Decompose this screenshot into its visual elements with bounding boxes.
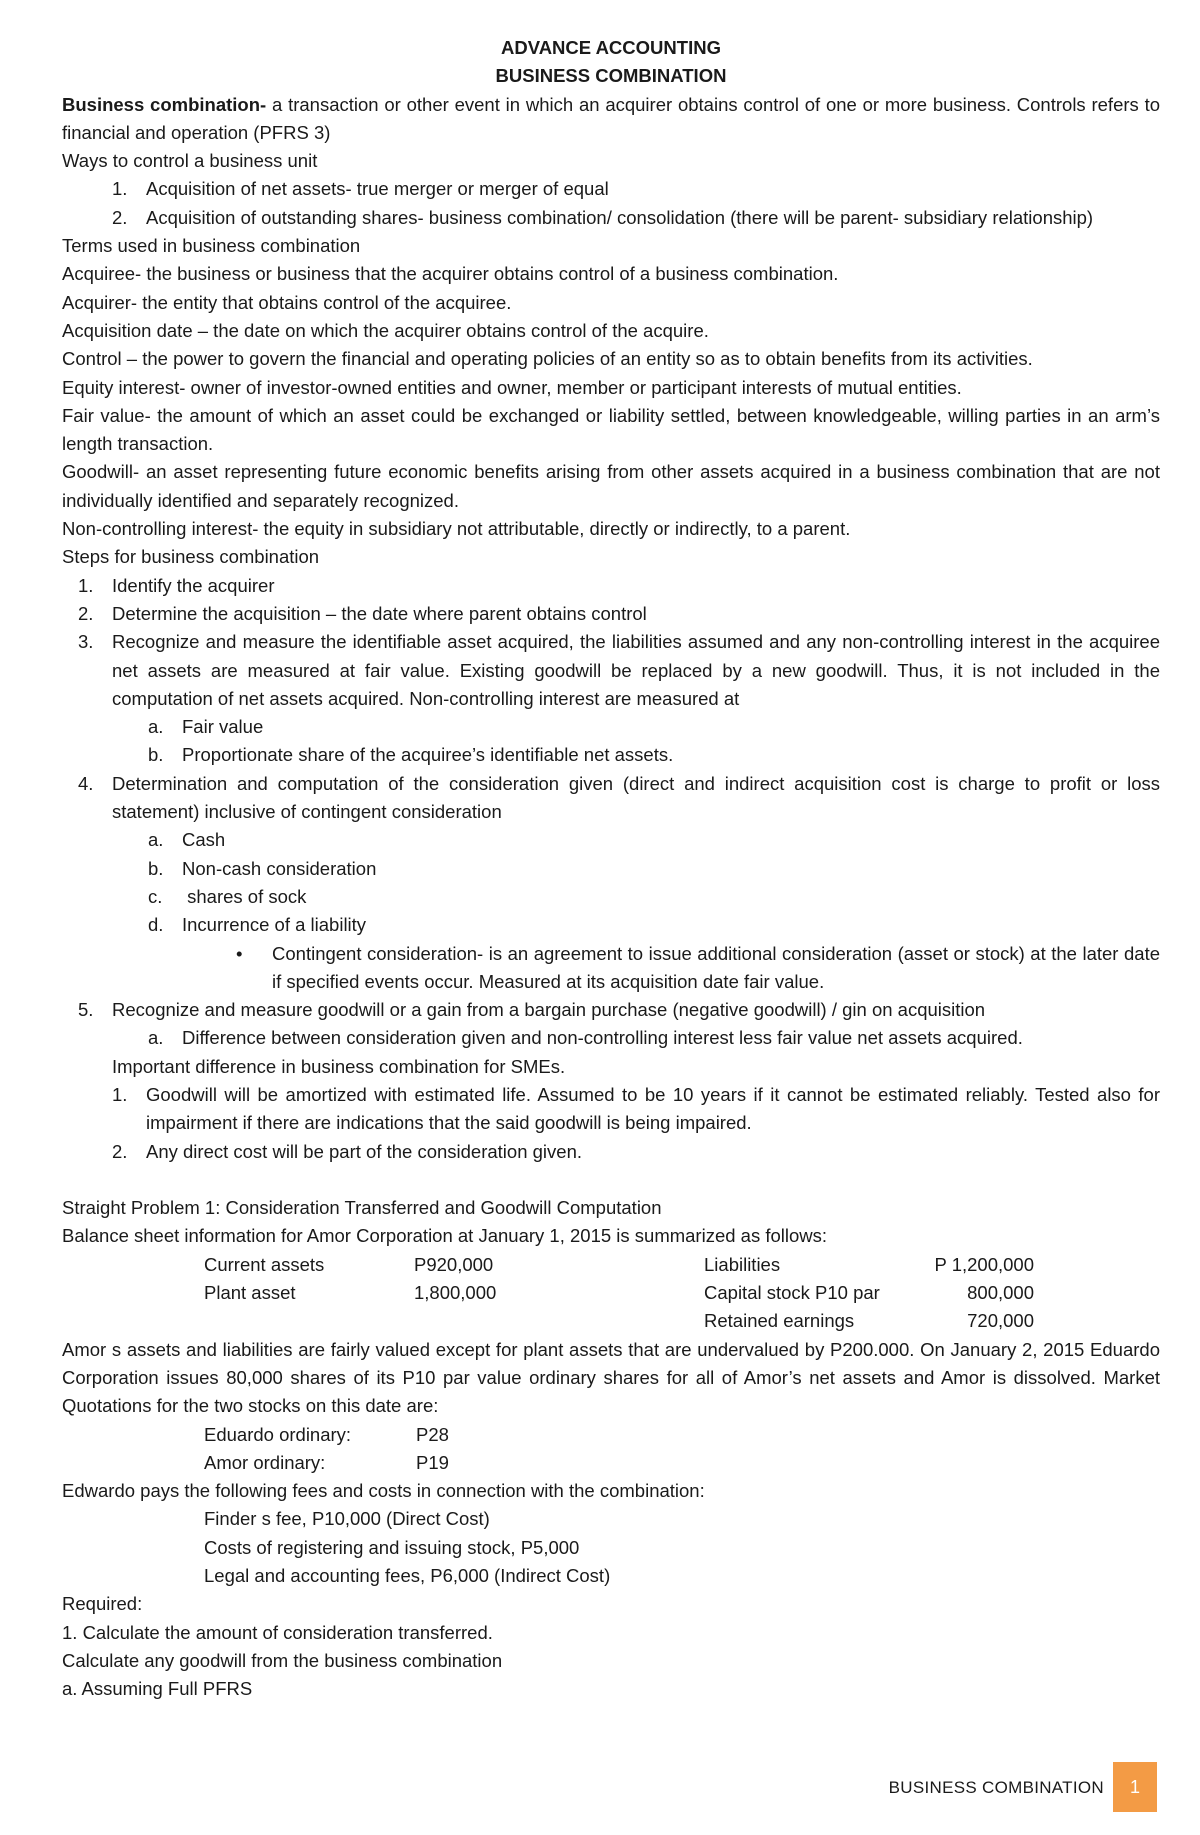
sub-list-text: Incurrence of a liability <box>182 914 367 936</box>
list-number: 2. <box>78 602 94 624</box>
page-number: 1 <box>1129 1776 1140 1797</box>
quote-label: Amor ordinary: <box>204 1451 326 1473</box>
sub-list-letter: a. <box>148 716 164 738</box>
liability-label: Capital stock P10 par <box>704 1282 880 1304</box>
liability-value: 800,000 <box>967 1282 1034 1304</box>
balance-sheet-intro: Balance sheet information for Amor Corporation at January 1, 2015 is summarized as follows: <box>62 1225 828 1247</box>
asset-value: 1,800,000 <box>414 1282 497 1304</box>
liability-label: Retained earnings <box>704 1310 855 1332</box>
ways-heading: Ways to control a business unit <box>62 150 318 172</box>
sub-list <box>112 1024 1160 1052</box>
sme-list <box>62 1081 1160 1166</box>
liability-value: 720,000 <box>967 1310 1034 1332</box>
intro-text: a transaction or other event in which an acquirer obtains control of one or more business. Controls refers to financial and operation (PFRS 3) <box>62 93 1160 143</box>
intro-paragraph <box>62 91 1160 148</box>
liability-value: P 1,200,000 <box>934 1253 1034 1275</box>
problem-heading: Straight Problem 1: Consideration Transferred and Goodwill Computation <box>62 1197 662 1219</box>
steps-heading: Steps for business combination <box>62 546 320 568</box>
document-page <box>62 34 1160 1704</box>
list-item <box>62 628 1160 769</box>
term-acquisition-date: Acquisition date – the date on which the acquirer obtains control of the acquire. <box>62 319 709 341</box>
sub-list-text: Cash <box>182 829 226 851</box>
list-text: Determination and computation of the consideration given (direct and indirect acquisition cost is charge to profit or loss statement) inclusive of contingent consideration <box>112 772 1160 823</box>
sub-list-text: shares of sock <box>182 885 307 907</box>
liability-label: Liabilities <box>704 1253 781 1275</box>
list-text: Acquisition of net assets- true merger or merger of equal <box>146 178 609 200</box>
list-item <box>62 600 1160 628</box>
list-number: 4. <box>78 772 94 794</box>
sub-list-text: Proportionate share of the acquiree’s identifiable net assets. <box>182 744 674 766</box>
list-item <box>62 770 1160 996</box>
required-item: a. Assuming Full PFRS <box>62 1678 253 1700</box>
asset-value: P920,000 <box>414 1253 494 1275</box>
required-heading: Required: <box>62 1593 143 1615</box>
asset-label <box>204 1307 414 1335</box>
list-text: Any direct cost will be part of the consideration given. <box>146 1140 583 1162</box>
page-footer <box>0 1762 1200 1814</box>
sub-list-item <box>112 741 1160 769</box>
term-control: Control – the power to govern the financial and operating policies of an entity so as to obtain benefits from its activities. <box>62 348 1033 370</box>
document-title: ADVANCE ACCOUNTING <box>501 37 721 58</box>
document-subtitle: BUSINESS COMBINATION <box>495 65 727 87</box>
balance-sheet-table <box>62 1251 1160 1336</box>
quote-label: Eduardo ordinary: <box>204 1423 352 1445</box>
sub-list <box>112 713 1160 770</box>
required-item: 1. Calculate the amount of consideration transferred. <box>62 1621 493 1643</box>
intro-term: Business combination- <box>62 93 267 115</box>
list-text: Recognize and measure goodwill or a gain from a bargain purchase (negative goodwill) / gin on acquisition <box>112 999 986 1021</box>
balance-sheet-row <box>62 1251 1160 1279</box>
list-item <box>62 1081 1160 1138</box>
steps-list <box>62 572 1160 1053</box>
terms-heading: Terms used in business combination <box>62 235 361 257</box>
market-quotations <box>62 1421 1160 1478</box>
asset-label: Current assets <box>204 1253 325 1275</box>
term-acquirer: Acquirer- the entity that obtains control of the acquiree. <box>62 291 512 313</box>
list-number: 1. <box>112 1083 128 1105</box>
list-item <box>62 204 1160 232</box>
asset-label: Plant asset <box>204 1282 296 1304</box>
term-non-controlling-interest: Non-controlling interest- the equity in subsidiary not attributable, directly or indirectly, to a parent. <box>62 518 851 540</box>
bullet-item <box>112 940 1160 997</box>
sub-list-letter: a. <box>148 829 164 851</box>
bullet-text: Contingent consideration- is an agreement to issue additional consideration (asset or stock) at the later date if specified events occur. Measured at its acquisition date fair value. <box>272 942 1160 992</box>
sub-list-item <box>112 713 1160 741</box>
sub-list-letter: a. <box>148 1027 164 1049</box>
term-equity-interest: Equity interest- owner of investor-owned entities and owner, member or participant interests of mutual entities. <box>62 376 962 398</box>
sub-list-item <box>112 855 1160 883</box>
sub-list <box>112 826 1160 939</box>
list-number: 3. <box>78 631 94 653</box>
required-item: Calculate any goodwill from the business combination <box>62 1649 503 1671</box>
sub-list-letter: b. <box>148 857 164 879</box>
sub-list-item <box>112 826 1160 854</box>
list-text: Recognize and measure the identifiable asset acquired, the liabilities assumed and any non-controlling interest in the acquiree net assets are measured at fair value. Existing goodwill be replaced by a new goodwill. Thus, it is not included in the computation of net assets acquired. Non-controlling interest are measured at <box>112 631 1160 709</box>
sme-heading: Important difference in business combination for SMEs. <box>112 1055 566 1077</box>
list-item <box>62 1138 1160 1166</box>
quote-row <box>62 1449 1160 1477</box>
quote-row <box>62 1421 1160 1449</box>
term-fair-value: Fair value- the amount of which an asset could be exchanged or liability settled, between knowledgeable, willing parties in an arm’s length transaction. <box>62 404 1160 455</box>
bullet-icon: • <box>236 942 243 964</box>
list-item <box>62 996 1160 1053</box>
term-goodwill: Goodwill- an asset representing future economic benefits arising from other assets acquired in a business combination that are not individually identified and separately recognized. <box>62 461 1160 511</box>
fee-item: Finder s fee, P10,000 (Direct Cost) <box>204 1508 490 1530</box>
quote-value: P19 <box>416 1451 449 1473</box>
list-text: Goodwill will be amortized with estimated life. Assumed to be 10 years if it cannot be estimated reliably. Tested also for impairment if there are indications that the said goodwill is being impaired. <box>146 1083 1160 1134</box>
list-text: Identify the acquirer <box>112 574 275 596</box>
balance-sheet-row <box>62 1307 1160 1335</box>
term-acquiree: Acquiree- the business or business that the acquirer obtains control of a business combination. <box>62 263 839 285</box>
sub-list-letter: d. <box>148 914 164 936</box>
list-number: 5. <box>78 999 94 1021</box>
balance-sheet-row <box>62 1279 1160 1307</box>
list-item <box>62 572 1160 600</box>
list-text: Acquisition of outstanding shares- business combination/ consolidation (there will be parent- subsidiary relationship) <box>146 206 1094 228</box>
sub-list-text: Non-cash consideration <box>182 857 377 879</box>
fees-intro: Edwardo pays the following fees and costs in connection with the combination: <box>62 1480 705 1502</box>
page-number-badge <box>1113 1762 1157 1812</box>
sub-list-item <box>112 1024 1160 1052</box>
blank-line <box>62 1166 1160 1194</box>
ways-list <box>62 175 1160 232</box>
list-number: 1. <box>112 178 128 200</box>
list-number: 1. <box>78 574 94 596</box>
list-item <box>62 175 1160 203</box>
quote-value: P28 <box>416 1423 449 1445</box>
problem-narrative: Amor s assets and liabilities are fairly valued except for plant assets that are undervalued by P200.000. On January 2, 2015 Eduardo Corporation issues 80,000 shares of its P10 par value ordinary shares for all of Amor’s net assets and Amor is dissolved. Market Quotations for the two stocks on this date are: <box>62 1338 1160 1417</box>
sub-list-item <box>112 911 1160 939</box>
sub-list-text: Difference between consideration given and non-controlling interest less fair value net assets acquired. <box>182 1027 1023 1049</box>
sub-list-letter: b. <box>148 744 164 766</box>
list-text: Determine the acquisition – the date where parent obtains control <box>112 602 647 624</box>
list-number: 2. <box>112 206 128 228</box>
footer-label: BUSINESS COMBINATION <box>888 1778 1104 1797</box>
asset-value <box>414 1307 704 1335</box>
sub-list-text: Fair value <box>182 716 264 738</box>
fee-item: Costs of registering and issuing stock, P5,000 <box>204 1536 580 1558</box>
sub-list-item <box>112 883 1160 911</box>
fee-item: Legal and accounting fees, P6,000 (Indirect Cost) <box>204 1565 611 1587</box>
list-number: 2. <box>112 1140 128 1162</box>
sub-list-letter: c. <box>148 885 163 907</box>
